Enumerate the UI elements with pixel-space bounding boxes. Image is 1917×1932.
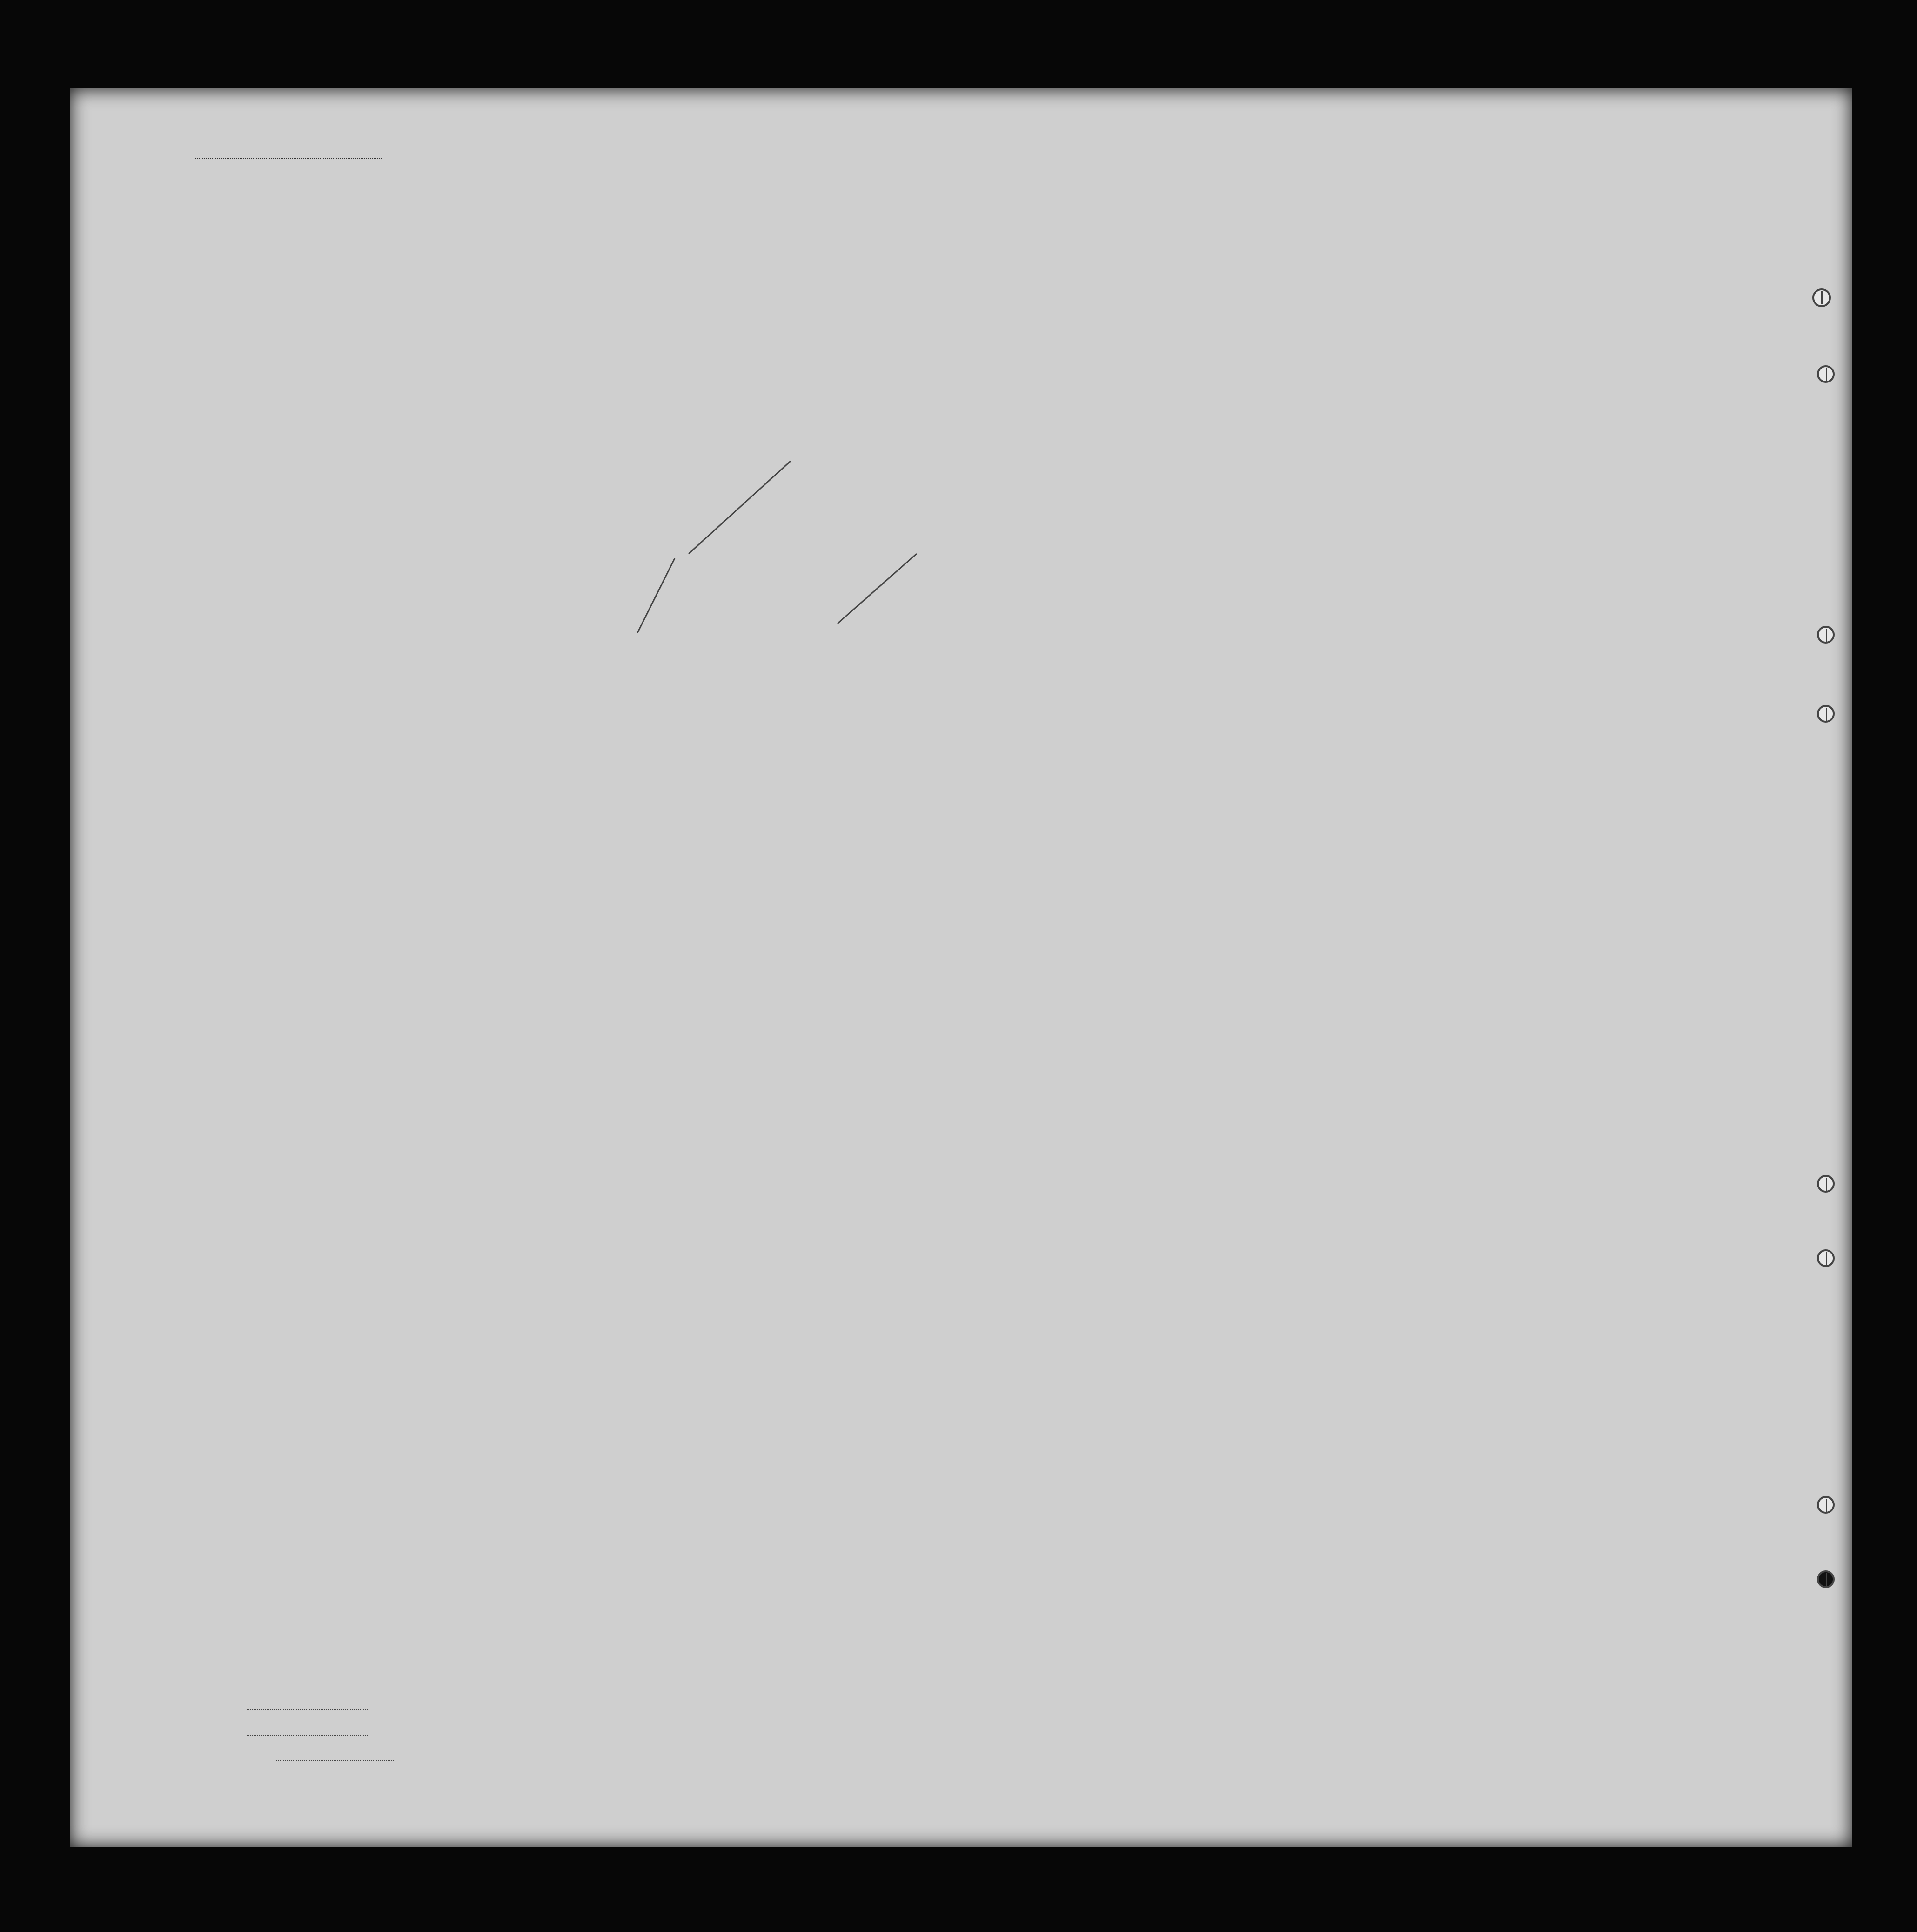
punch-hole-icon [1817,1175,1835,1193]
footer-aliens [275,1752,395,1764]
punch-hole-icon [1812,288,1831,307]
total-blank[interactable] [247,1709,368,1710]
aliens-blank[interactable] [275,1760,395,1761]
footer-total [247,1701,368,1712]
footer-citizens [247,1726,368,1738]
list-number [195,158,382,159]
punch-hole-icon [1817,365,1835,383]
punch-hole-icon [1817,1249,1835,1267]
manifest-sheet [70,88,1852,1847]
punch-hole-icon [1817,626,1835,644]
pen-strokes [637,461,926,647]
citizens-blank[interactable] [247,1735,368,1736]
punch-hole-icon [1817,705,1835,723]
punch-hole-icon [1817,1570,1835,1588]
manifest-grid [70,88,1852,1847]
punch-hole-icon [1817,1496,1835,1514]
